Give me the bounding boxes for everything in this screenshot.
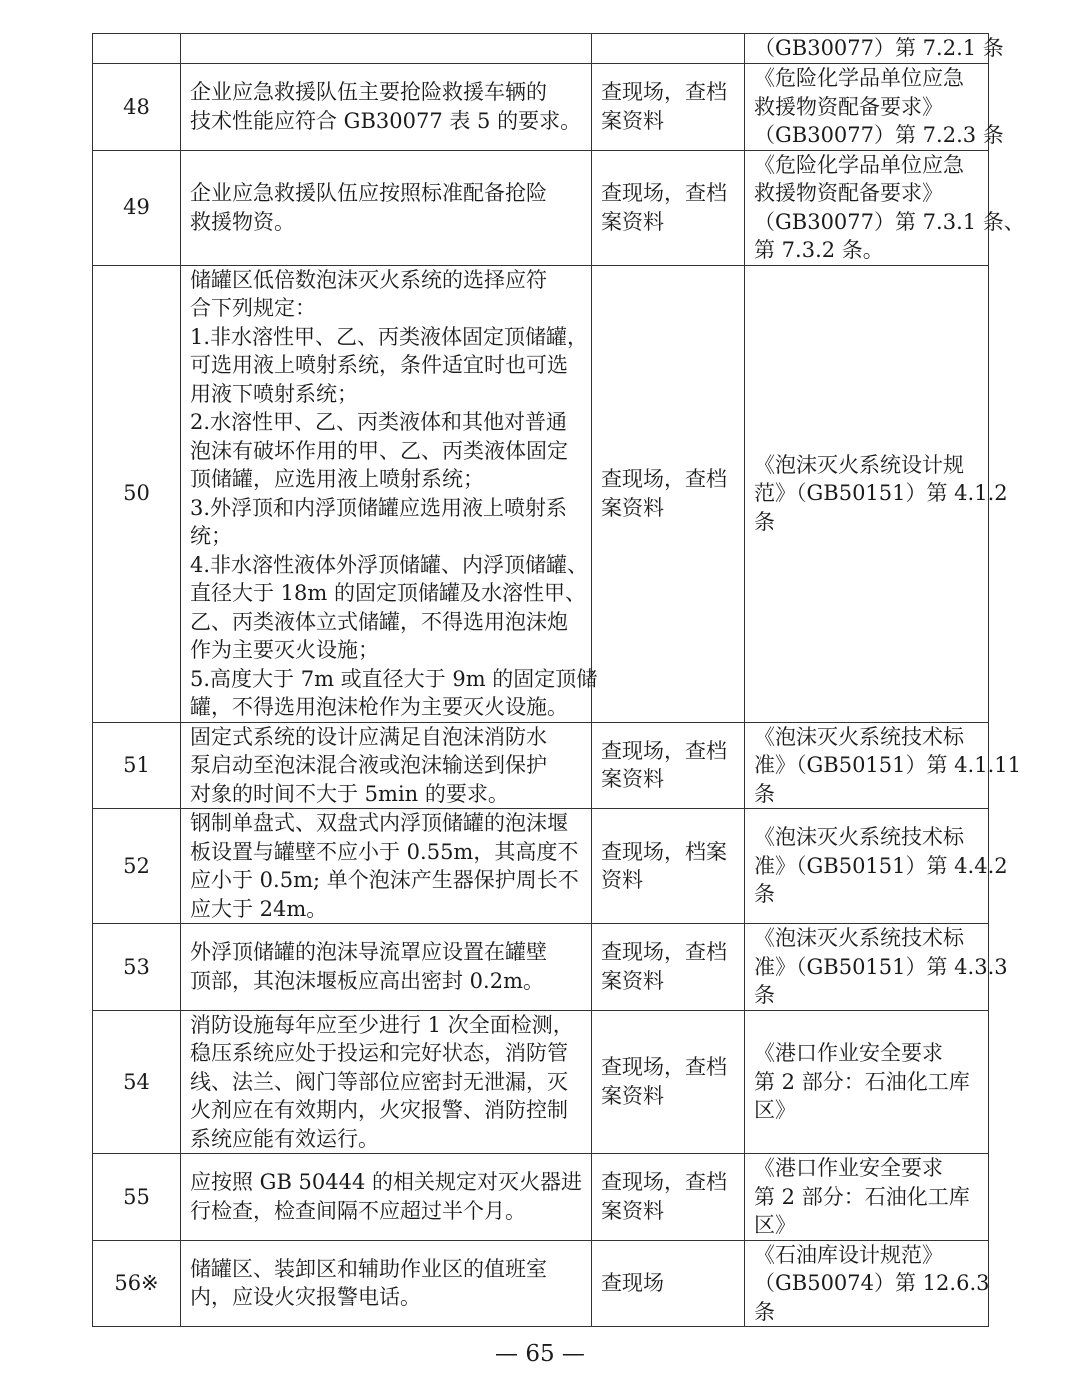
requirement-line: 固定式系统的设计应满足自泡沫消防水 — [190, 724, 547, 749]
requirement-cell — [181, 265, 598, 722]
requirement-line: 5.高度大于 7m 或直径大于 9m 的固定顶储 — [190, 666, 598, 691]
inspection-method-line: 查现场，查档 — [601, 181, 727, 205]
table-row — [93, 1154, 989, 1241]
basis-line: 《泡沫灭火系统技术标 — [754, 926, 964, 950]
basis-line: 准》（GB50151）第 4.1.11 — [754, 753, 1021, 777]
basis-line: 第 2 部分：石油化工库 — [754, 1069, 970, 1094]
inspection-method-line: 案资料 — [601, 1198, 664, 1223]
inspection-method-line: 查现场，查档 — [601, 80, 727, 105]
requirement-line: 3.外浮顶和内浮顶储罐应选用液上喷射系 — [190, 495, 568, 520]
table-row — [93, 809, 989, 924]
basis-cell — [745, 265, 1008, 722]
requirement-line: 外浮顶储罐的泡沫导流罩应设置在罐壁 — [190, 940, 547, 965]
basis-line: 《危险化学品单位应急 — [754, 152, 964, 177]
row-number-cell: 55 — [93, 1154, 181, 1241]
row-number-cell: 52 — [93, 809, 181, 924]
basis-line: 救援物资配备要求》 — [754, 181, 943, 205]
requirement-line: 用液下喷射系统； — [190, 381, 358, 406]
basis-line: 《泡沫灭火系统技术标 — [754, 825, 964, 850]
basis-line: 《泡沫灭火系统技术标 — [754, 724, 964, 749]
basis-line: 条 — [754, 1299, 775, 1324]
basis-line: 条 — [754, 983, 775, 1007]
inspection-method-line: 查现场，查档 — [601, 1055, 727, 1080]
requirement-line: 应大于 24m。 — [190, 896, 328, 921]
row-number-cell: 50 — [93, 265, 181, 722]
basis-line: 区》 — [754, 1213, 796, 1237]
requirement-line: 4.非水溶性液体外浮顶储罐、内浮顶储罐、 — [190, 552, 589, 577]
table-row — [93, 924, 989, 1011]
basis-line: 《泡沫灭火系统设计规 — [754, 452, 964, 477]
basis-line: （GB30077）第 7.3.1 条、 — [754, 209, 1025, 234]
requirement-line: 乙、丙类液体立式储罐，不得选用泡沫炮 — [190, 609, 568, 634]
basis-cell — [745, 924, 1008, 1011]
row-number-cell: 53 — [93, 924, 181, 1011]
requirement-line: 火剂应在有效期内，火灾报警、消防控制 — [190, 1098, 568, 1122]
requirement-cell — [181, 150, 592, 265]
requirement-line: 罐，不得选用泡沫枪作为主要灭火设施。 — [190, 695, 568, 719]
inspection-method-cell — [592, 150, 745, 265]
inspection-method-line: 查现场，查档 — [601, 738, 727, 763]
inspection-table — [92, 33, 1025, 1327]
requirement-line: 板设置与罐壁不应小于 0.55m，其高度不 — [190, 839, 579, 864]
requirement-line: 消防设施每年应至少进行 1 次全面检测， — [190, 1012, 574, 1037]
requirement-line: 储罐区、装卸区和辅助作业区的值班室 — [190, 1256, 547, 1281]
basis-line: 《危险化学品单位应急 — [754, 66, 964, 90]
inspection-method-cell — [592, 809, 745, 924]
table-row — [93, 1010, 989, 1154]
requirement-line: 可选用液上喷射系统，条件适宜时也可选 — [190, 353, 568, 377]
table-row — [93, 34, 989, 64]
row-number-cell: 54 — [93, 1010, 181, 1154]
basis-line: 第 2 部分：石油化工库 — [754, 1184, 970, 1209]
requirement-line: 1.非水溶性甲、乙、丙类液体固定顶储罐， — [190, 324, 589, 349]
table-row — [93, 150, 989, 265]
basis-line: 条 — [754, 882, 775, 907]
inspection-method-cell — [592, 924, 745, 1011]
requirement-line: 作为主要灭火设施； — [190, 638, 379, 662]
requirement-line: 企业应急救援队伍应按照标准配备抢险 — [190, 181, 547, 205]
requirement-cell — [181, 809, 592, 924]
basis-cell — [745, 722, 1021, 809]
inspection-method-cell — [592, 1010, 745, 1154]
basis-line: （GB30077）第 7.2.3 条 — [754, 123, 1004, 147]
requirement-line: 线、法兰、阀门等部位应密封无泄漏，灭 — [190, 1069, 568, 1094]
requirement-line: 救援物资。 — [190, 209, 295, 234]
basis-cell — [745, 1010, 989, 1154]
basis-cell — [745, 809, 1008, 924]
basis-line: 范》（GB50151）第 4.1.2 — [754, 481, 1008, 506]
table-body — [93, 34, 1025, 1327]
requirement-cell — [181, 722, 592, 809]
basis-line: 第 7.3.2 条。 — [754, 238, 884, 262]
basis-line: （GB50074）第 12.6.3 — [754, 1271, 990, 1295]
inspection-method-line: 资料 — [601, 868, 643, 892]
inspection-method-line: 查现场，查档 — [601, 1170, 727, 1195]
requirement-line: 技术性能应符合 GB30077 表 5 的要求。 — [190, 108, 582, 133]
table-row — [93, 1240, 989, 1327]
inspection-method-line: 案资料 — [601, 968, 664, 993]
inspection-method-line: 查现场，查档 — [601, 940, 727, 965]
requirement-cell — [181, 1240, 592, 1327]
requirement-cell — [181, 1154, 592, 1241]
basis-line: 《港口作业安全要求 — [754, 1156, 943, 1180]
row-number-cell: 56※ — [93, 1240, 181, 1327]
basis-line: 《港口作业安全要求 — [754, 1041, 943, 1065]
requirement-line: 系统应能有效运行。 — [190, 1126, 379, 1151]
row-number-cell: 49 — [93, 150, 181, 265]
basis-line: 准》（GB50151）第 4.4.2 — [754, 853, 1008, 878]
requirement-line: 泡沫有破坏作用的甲、乙、丙类液体固定 — [190, 438, 568, 463]
row-number-cell: 48 — [93, 64, 181, 151]
basis-line: 条 — [754, 509, 775, 534]
requirement-cell — [181, 34, 592, 64]
inspection-method-line: 案资料 — [601, 108, 664, 133]
requirement-line: 储罐区低倍数泡沫灭火系统的选择应符 — [190, 267, 547, 292]
inspection-method-cell — [592, 265, 745, 722]
requirement-cell — [181, 924, 592, 1011]
table-row — [93, 64, 989, 151]
basis-line: 条 — [754, 781, 775, 806]
inspection-method-line: 案资料 — [601, 767, 664, 792]
requirement-line: 直径大于 18m 的固定顶储罐及水溶性甲、 — [190, 581, 586, 605]
basis-line: （GB30077）第 7.2.1 条 — [754, 36, 1004, 61]
basis-cell — [745, 34, 1004, 64]
basis-line: 《石油库设计规范》 — [754, 1242, 943, 1267]
requirement-cell — [181, 64, 592, 151]
table-row — [93, 722, 989, 809]
inspection-method-cell — [592, 64, 745, 151]
inspection-method-line: 案资料 — [601, 209, 664, 234]
basis-line: 准》（GB50151）第 4.3.3 — [754, 954, 1008, 979]
requirement-line: 内，应设火灾报警电话。 — [190, 1285, 421, 1310]
inspection-method-cell — [592, 34, 745, 64]
basis-line: 救援物资配备要求》 — [754, 94, 943, 119]
inspection-method-line: 查现场 — [601, 1271, 664, 1295]
inspection-method-line: 查现场，档案 — [601, 839, 727, 864]
basis-cell — [745, 150, 1025, 265]
requirement-line: 合下列规定： — [190, 296, 316, 320]
requirement-line: 应小于 0.5m; 单个泡沫产生器保护周长不 — [190, 868, 579, 892]
requirement-line: 对象的时间不大于 5min 的要求。 — [190, 781, 509, 806]
requirement-line: 钢制单盘式、双盘式内浮顶储罐的泡沫堰 — [190, 811, 568, 835]
table-row — [93, 265, 989, 722]
basis-cell — [745, 64, 1004, 151]
page-number: — 65 — — [495, 1341, 585, 1367]
inspection-method-line: 查现场，查档 — [601, 467, 727, 491]
row-number-cell: 51 — [93, 722, 181, 809]
requirement-line: 稳压系统应处于投运和完好状态，消防管 — [190, 1041, 568, 1065]
requirement-line: 2.水溶性甲、乙、丙类液体和其他对普通 — [190, 410, 568, 434]
inspection-method-line: 案资料 — [601, 495, 664, 520]
requirement-line: 应按照 GB 50444 的相关规定对灭火器进 — [190, 1170, 583, 1195]
requirement-line: 顶部，其泡沫堰板应高出密封 0.2m。 — [190, 968, 544, 993]
requirement-line: 统； — [190, 524, 232, 548]
row-number-cell — [93, 34, 181, 64]
inspection-method-line: 案资料 — [601, 1083, 664, 1108]
inspection-method-cell — [592, 722, 745, 809]
requirement-line: 企业应急救援队伍主要抢险救援车辆的 — [190, 80, 547, 105]
basis-cell — [745, 1154, 989, 1241]
basis-line: 区》 — [754, 1098, 796, 1122]
requirement-line: 行检查，检查间隔不应超过半个月。 — [190, 1198, 526, 1223]
inspection-method-cell — [592, 1240, 745, 1327]
inspection-method-cell — [592, 1154, 745, 1241]
basis-cell — [745, 1240, 989, 1327]
requirement-line: 顶储罐，应选用液上喷射系统； — [190, 467, 484, 491]
requirement-line: 泵启动至泡沫混合液或泡沫输送到保护 — [190, 753, 547, 777]
requirement-cell — [181, 1010, 592, 1154]
